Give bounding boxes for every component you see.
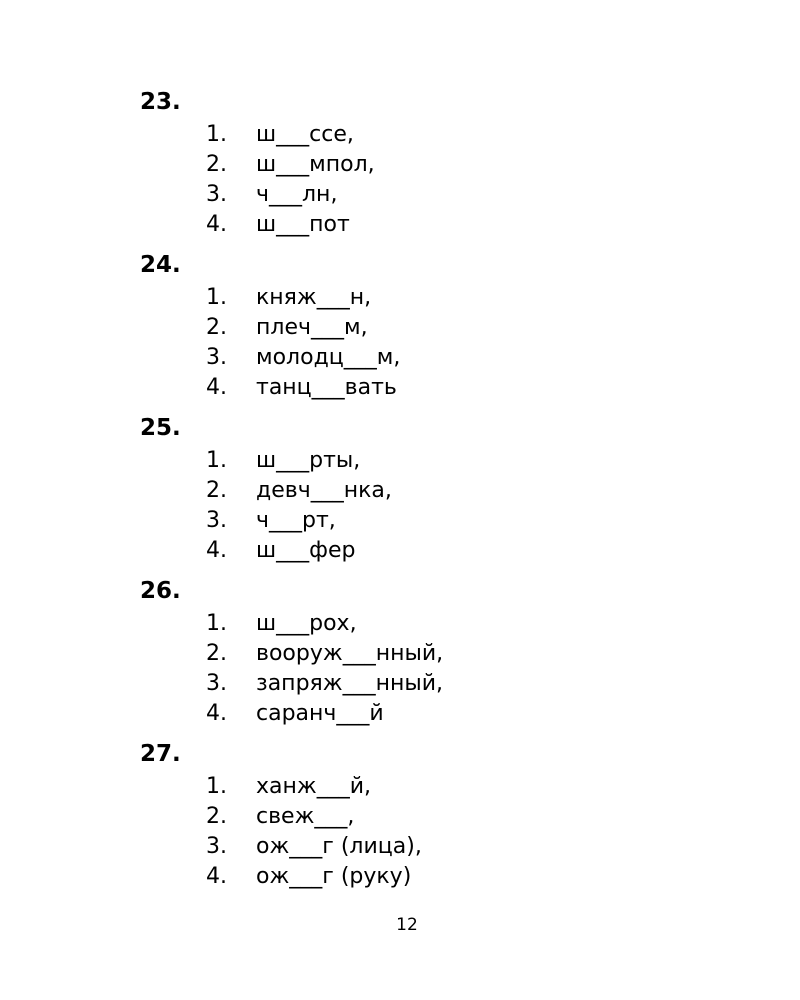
item-text: княж___н, bbox=[256, 285, 372, 310]
list-item bbox=[0, 313, 800, 343]
item-number: 1. bbox=[206, 448, 227, 473]
item-number: 3. bbox=[206, 182, 227, 207]
list-item bbox=[0, 536, 800, 566]
item-text: ханж___й, bbox=[256, 774, 371, 799]
list-item bbox=[0, 699, 800, 729]
list-item bbox=[0, 210, 800, 240]
list-item bbox=[0, 506, 800, 536]
item-number: 2. bbox=[206, 152, 227, 177]
exercise-number: 25. bbox=[140, 415, 181, 441]
page-number: 12 bbox=[396, 915, 418, 935]
list-item bbox=[0, 343, 800, 373]
list-item bbox=[0, 446, 800, 476]
list-item bbox=[0, 862, 800, 892]
item-number: 2. bbox=[206, 315, 227, 340]
item-text: саранч___й bbox=[256, 701, 384, 726]
item-text: ш___рох, bbox=[256, 611, 357, 636]
item-number: 2. bbox=[206, 804, 227, 829]
list-item bbox=[0, 150, 800, 180]
item-text: ш___пот bbox=[256, 212, 350, 237]
item-text: ш___мпол, bbox=[256, 152, 375, 177]
item-number: 1. bbox=[206, 122, 227, 147]
item-number: 4. bbox=[206, 212, 227, 237]
item-number: 4. bbox=[206, 864, 227, 889]
item-number: 1. bbox=[206, 774, 227, 799]
item-number: 4. bbox=[206, 375, 227, 400]
item-number: 3. bbox=[206, 508, 227, 533]
item-number: 3. bbox=[206, 671, 227, 696]
item-text: ож___г (лица), bbox=[256, 834, 422, 859]
item-number: 3. bbox=[206, 834, 227, 859]
exercise-number: 23. bbox=[140, 89, 181, 115]
item-number: 2. bbox=[206, 478, 227, 503]
item-text: ож___г (руку) bbox=[256, 864, 412, 889]
item-number: 1. bbox=[206, 285, 227, 310]
list-item bbox=[0, 476, 800, 506]
list-item bbox=[0, 802, 800, 832]
item-text: ш___ссе, bbox=[256, 122, 354, 147]
item-number: 4. bbox=[206, 701, 227, 726]
item-text: ч___лн, bbox=[256, 182, 338, 207]
list-item bbox=[0, 639, 800, 669]
exercise-number: 27. bbox=[140, 741, 181, 767]
item-text: ш___фер bbox=[256, 538, 356, 563]
item-number: 4. bbox=[206, 538, 227, 563]
item-number: 2. bbox=[206, 641, 227, 666]
list-item bbox=[0, 373, 800, 403]
list-item bbox=[0, 283, 800, 313]
item-number: 3. bbox=[206, 345, 227, 370]
item-text: ш___рты, bbox=[256, 448, 361, 473]
item-text: свеж___, bbox=[256, 804, 355, 829]
item-text: вооруж___нный, bbox=[256, 641, 444, 666]
item-text: девч___нка, bbox=[256, 478, 392, 503]
list-item bbox=[0, 832, 800, 862]
exercise-number: 24. bbox=[140, 252, 181, 278]
item-text: плеч___м, bbox=[256, 315, 368, 340]
list-item bbox=[0, 669, 800, 699]
item-number: 1. bbox=[206, 611, 227, 636]
list-item bbox=[0, 772, 800, 802]
exercise-number: 26. bbox=[140, 578, 181, 604]
item-text: ч___рт, bbox=[256, 508, 336, 533]
item-text: танц___вать bbox=[256, 375, 397, 400]
item-text: запряж___нный, bbox=[256, 671, 444, 696]
list-item bbox=[0, 120, 800, 150]
list-item bbox=[0, 609, 800, 639]
list-item bbox=[0, 180, 800, 210]
item-text: молодц___м, bbox=[256, 345, 401, 370]
